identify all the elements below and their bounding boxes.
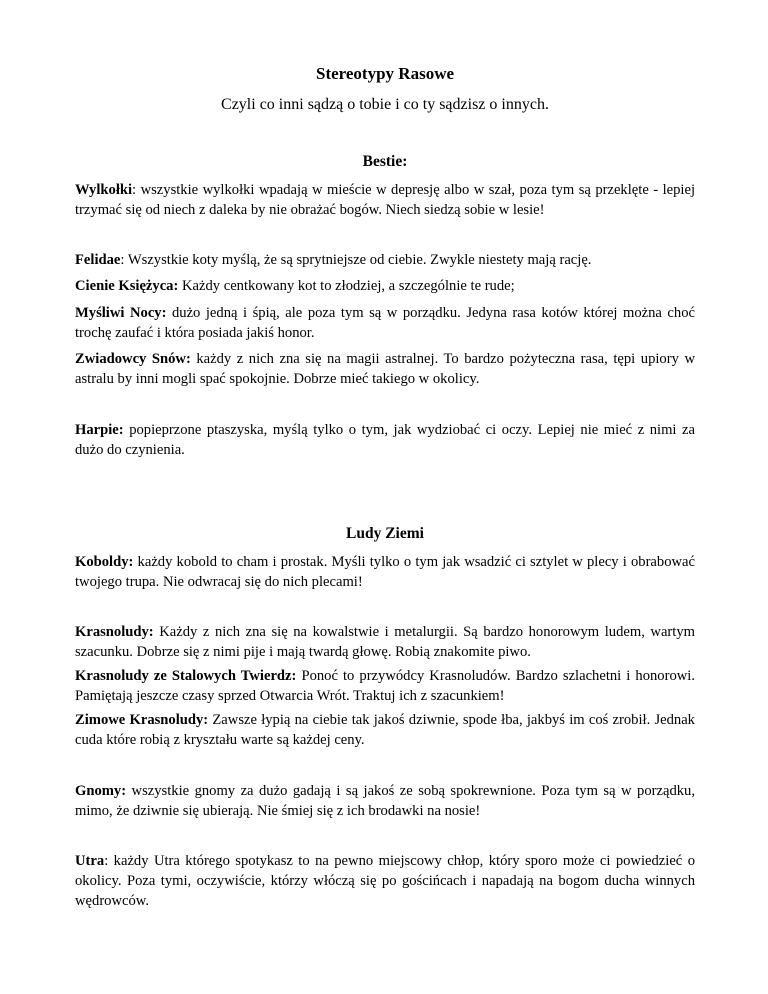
entry-text: Zawsze łypią na ciebie tak jakoś dziwnie, spode łba, jakbyś im coś zrobił. Jednak cuda które robią z kryształu warte są każdej ceny. (75, 712, 695, 748)
entry-text: Każdy z nich zna się na kowalstwie i metalurgii. Są bardzo honorowym ludem, wartym szacunku. Dobrze się z nimi pije i mają twardą głowę. Robią znakomite piwo. (75, 624, 695, 660)
entry-harpie (75, 420, 695, 460)
section-heading-ludy-ziemi: Ludy Ziemi (346, 525, 424, 542)
section-heading-bestie: Bestie: (362, 153, 408, 170)
entry-krasnoludy (75, 622, 695, 662)
entry-text: wszystkie wylkołki wpadają w mieście w depresję albo w szał, poza tym są przeklęte - lepiej trzymać się od niech z daleka by nie obrażać bogów. Niech siedzą sobie w lesie! (75, 182, 695, 218)
entry-utra (75, 851, 695, 911)
document-page (75, 0, 695, 994)
entry-term: Krasnoludy: (75, 624, 154, 640)
entry-wylkolki (75, 180, 695, 220)
entry-term: Zwiadowcy Snów: (75, 351, 191, 367)
entry-text: wszystkie gnomy za dużo gadają i są jakoś ze sobą spokrewnione. Poza tym są w porządku, mimo, że dziwnie się ubierają. Nie śmiej się z ich brodawki na nosie! (75, 783, 695, 819)
entry-term: Myśliwi Nocy: (75, 305, 167, 321)
entry-separator: : (120, 252, 125, 268)
entry-gnomy (75, 781, 695, 821)
entry-term: Utra (75, 853, 105, 869)
document-title: Stereotypy Rasowe (315, 64, 455, 83)
entry-felidae (75, 250, 695, 270)
entry-term: Wylkołki (75, 182, 133, 198)
entry-text: Każdy centkowany kot to złodziej, a szczególnie te rude; (178, 278, 515, 294)
entry-text: Ponoć to przywódcy Krasnoludów. Bardzo szlachetni i honorowi. Pamiętają jeszcze czasy sprzed Otwarcia Wrót. Traktuj ich z szacunkiem! (75, 668, 696, 704)
entry-text: każdy z nich zna się na magii astralnej. To bardzo pożyteczna rasa, tępi upiory w astralu by inni mogli spać spokojnie. Dobrze mieć takiego w okolicy. (75, 351, 695, 387)
document-subtitle: Czyli co inni sądzą o tobie i co ty sądzisz o innych. (221, 96, 549, 113)
entry-cienie-ksiezyca (75, 276, 695, 296)
entry-separator: : (132, 182, 137, 198)
entry-koboldy (75, 552, 695, 592)
entry-mysliwi-nocy (75, 303, 695, 343)
entry-separator: : (104, 853, 109, 869)
entry-zimowe-krasnoludy (75, 710, 695, 750)
entry-term: Koboldy: (75, 554, 134, 570)
entry-term: Gnomy: (75, 783, 127, 799)
entry-text: każdy kobold to cham i prostak. Myśli tylko o tym jak wsadzić ci sztylet w plecy i obrabować twojego trupa. Nie odwracaj się do nich plecami! (75, 554, 695, 590)
entry-zwiadowcy-snow (75, 349, 695, 389)
entry-text: dużo jedną i śpią, ale poza tym są w porządku. Jedyna rasa kotów której można choć trochę zaufać i która posiada jakiś honor. (75, 305, 695, 341)
entry-term: Cienie Księżyca: (75, 278, 179, 294)
entry-term: Felidae (75, 252, 121, 268)
entry-krasnoludy-stalowych-twierdz (75, 666, 695, 706)
entry-term: Harpie: (75, 422, 124, 438)
entry-term: Krasnoludy ze Stalowych Twierdz: (75, 668, 297, 684)
entry-text: popieprzone ptaszyska, myślą tylko o tym, jak wydziobać ci oczy. Lepiej nie mieć z nimi za dużo do czynienia. (75, 422, 695, 458)
entry-text: każdy Utra którego spotykasz to na pewno miejscowy chłop, który sporo może ci powiedzieć o okolicy. Poza tymi, oczywiście, którzy włóczą się po gościńcach i napadają na bogom ducha winnych wędrowców. (75, 853, 695, 909)
entry-term: Zimowe Krasnoludy: (75, 712, 209, 728)
entry-text: Wszystkie koty myślą, że są sprytniejsze od ciebie. Zwykle niestety mają rację. (124, 252, 592, 268)
